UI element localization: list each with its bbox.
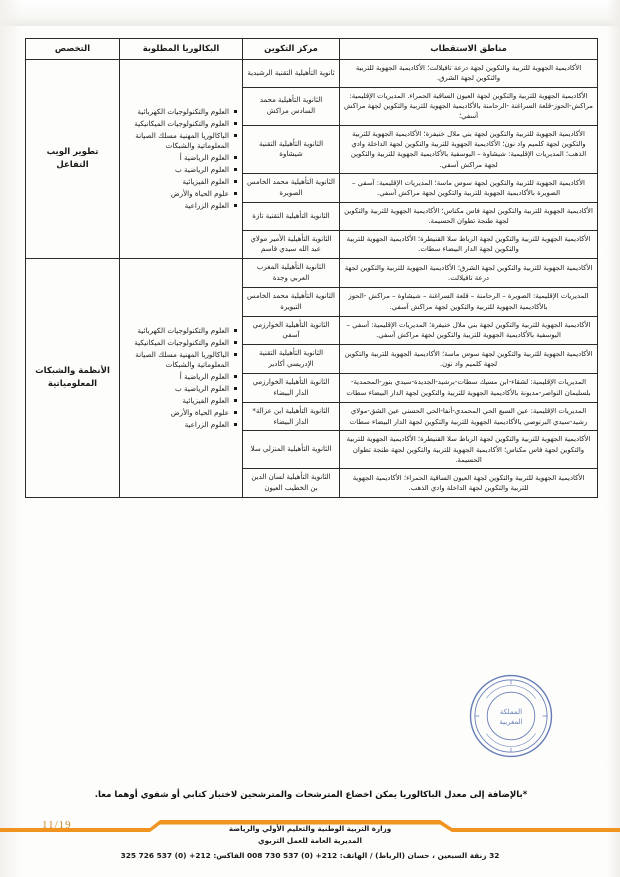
cell-specialization: الأنظمة والشبكات المعلومياتية [26,259,120,498]
bac-option-item: العلوم والتكنولوجيات الميكانيكية [124,119,238,129]
bac-option-item: العلوم الرياضية أ [124,153,238,163]
cell-formation-center: الثانوية التأهيلية التقنية الإدريسي أكادير [243,345,340,374]
cell-formation-center: الثانوية التأهيلية محمد السادس مراكش [243,87,340,125]
cell-formation-center: الثانوية التأهيلية التقنية شيشاوة [243,125,340,173]
cell-zones: المديريات الإقليمية: الصويرة – الرحامنة – قلعة السراغنة – شيشاوة – مراكش -الحوز بالأكاديمية الجهوية للتربية والتكوين لجهة مراكش آسفي. [340,287,598,316]
bac-option-item: العلوم الرياضية ب [124,165,238,175]
footnote: *بالإضافة إلى معدل الباكالوريا يمكن اخضاع المترشحات والمترشحين لاختبار كتابي أو شفوي أوهما معا. [94,790,528,800]
bac-option-item: العلوم الفيزيائية [124,177,238,187]
table-body [26,59,598,497]
scan-edge-top [0,0,620,26]
table-row [26,259,598,288]
cell-zones: الأكاديمية الجهوية للتربية والتكوين لجهة بني ملال خنيفرة؛ المديريات الإقليمية: آسفي – اليوسفية بالأكاديمية الجهوية للتربية والتكوين لجهة مراكش آسفي. [340,316,598,345]
header-zones: مناطق الاستقطاب [340,39,598,60]
bac-option-item: العلوم والتكنولوجيات الميكانيكية [124,338,238,348]
bac-option-item: علوم الحياة والأرض [124,408,238,418]
cell-zones: الأكاديمية الجهوية للتربية والتكوين لجهة الرباط سلا القنيطرة؛ الأكاديمية الجهوية للتربية والتكوين لجهة فاس مكناس؛ الأكاديمية الجهوية للتربية والتكوين لجهة طنجة تطوان الحسيمة. [340,431,598,469]
cell-zones: الأكاديمية الجهوية للتربية والتكوين لجهة سوس ماسة؛ المديريات الإقليمية: آسفي – الصويرة بالأكاديمية الجهوية للتربية والتكوين لجهة مراكش آسفي. [340,174,598,203]
cell-zones: المديريات الإقليمية: عين السبع الحي المحمدي-أنفا-الحي الحسني عين الشق-مولاي رشيد-سيدي البرنوصي بالأكاديمية الجهوية للتربية والتكوين لجهة الدار البيضاء سطات [340,402,598,431]
header-spec: التخصص [26,39,120,60]
header-bac: البكالوريا المطلوبة [120,39,243,60]
cell-zones: الأكاديمية الجهوية للتربية والتكوين لجهة الرباط سلا القنيطرة؛ الأكاديمية الجهوية للتربية والتكوين لجهة الدار البيضاء سطات. [340,230,598,259]
bac-option-item: العلوم الزراعية [124,420,238,430]
cell-zones: الأكاديمية الجهوية للتربية والتكوين لجهة العيون الساقية الحمراء؛ الأكاديمية الجهوية للتربية والتكوين لجهة الداخلة وادي الذهب. [340,469,598,498]
cell-formation-center: الثانوية التأهيلية الخوارزمي الدار البيضاء [243,374,340,403]
cell-zones: الأكاديمية الجهوية للتربية والتكوين لجهة فاس مكناس؛ الأكاديمية الجهوية للتربية والتكوين لجهة طنجة تطوان الحسيمة. [340,202,598,230]
official-stamp-icon [465,672,557,760]
cell-zones: الأكاديمية الجهوية للتربية والتكوين لجهة بني ملال خنيفرة؛ الأكاديمية الجهوية للتربية والتكوين لجهة كلميم واد نون؛ الأكاديمية الجهوية للتربية والتكوين لجهة الداخلة وادي الذهب؛ المديريات الإقليمية: شيشاوة – اليوسفية بالأكاديمية الجهوية للتربية والتكوين لجهة مراكش آسفي. [340,125,598,173]
cell-formation-center: الثانوية التأهيلية محمد الخامس الصويرة [243,174,340,203]
bac-options-list [124,107,238,212]
bac-option-item: العلوم والتكنولوجيات الكهربائية [124,326,238,336]
cell-formation-center: الثانوية التأهيلية التقنية تازة [243,202,340,230]
cell-zones: المديريات الإقليمية: لشقاء-ابن مسيك سطات-برشيد-الجديدة-سيدي بنور-المحمدية-بلسليمان النواصر-مديونة بالأكاديمية الجهوية للتربية والتكوين لجهة الدار البيضاء سطات [340,374,598,403]
page-number: 11/19 [42,819,72,831]
cell-formation-center: الثانوية التأهيلية الأمير مولاي عبد الله سيدي قاسم [243,230,340,259]
scan-edge-right [606,0,620,877]
cell-zones: الأكاديمية الجهوية للتربية والتكوين لجهة سوس ماسة؛ الأكاديمية الجهوية للتربية والتكوين لجهة كلميم واد نون. [340,345,598,374]
table-row [26,59,598,87]
cell-formation-center: الثانوية التأهيلية لسان الدين بن الخطيب العيون [243,469,340,498]
bac-option-item: العلوم والتكنولوجيات الكهربائية [124,107,238,117]
cell-bac-options [120,259,243,498]
bac-option-item: علوم الحياة والأرض [124,189,238,199]
cell-formation-center: الثانوية التأهيلية الخوارزمي آسفي [243,316,340,345]
admissions-table [25,38,598,498]
cell-formation-center: ثانوية التأهيلية التقنية الرشيدية [243,59,340,87]
cell-bac-options [120,59,243,258]
footer [0,824,620,860]
cell-zones: الأكاديمية الجهوية للتربية والتكوين لجهة الشرق؛ الأكاديمية الجهوية للتربية والتكوين لجهة درعة تافيلالت. [340,259,598,288]
cell-formation-center: الثانوية التأهيلية محمد الخامس التبويرة [243,287,340,316]
stamp-line-1: المملكة [499,707,523,717]
cell-formation-center: الثانوية التأهيلية المنزلي سلا [243,431,340,469]
cell-formation-center: الثانوية التأهيلية المغرب العربي وجدة [243,259,340,288]
bac-option-item: الباكالوريا المهنية مسلك الصيانة المعلوماتية والشبكات [124,350,238,371]
footer-ministry: وزارة التربية الوطنية والتعليم الأولي والرياضة [228,824,392,833]
stamp-line-2: المغربية [499,716,523,726]
scan-edge-left [0,0,22,877]
footer-address: 32 زنقة السبعين ، حسان (الرباط) / الهاتف: 212+ (0) 537 730 008 الفاكس: 212+ (0) 537 726 325 [120,851,500,860]
table-header-row [26,39,598,60]
bac-option-item: العلوم الزراعية [124,201,238,211]
footer-directorate: المديرية العامة للعمل التربوي [258,836,362,845]
bac-option-item: العلوم الرياضية أ [124,372,238,382]
bac-option-item: الباكالوريا المهنية مسلك الصيانة المعلوماتية والشبكات [124,131,238,152]
cell-zones: الأكاديمية الجهوية للتربية والتكوين لجهة درعة تافيلالت؛ الأكاديمية الجهوية للتربية والتكوين لجهة الشرق. [340,59,598,87]
bac-option-item: العلوم الفيزيائية [124,396,238,406]
cell-formation-center: الثانوية التأهيلية ابن عزالة* الدار البيضاء [243,402,340,431]
cell-zones: الأكاديمية الجهوية للتربية والتكوين لجهة العيون الساقية الحمراء. المديريات الإقليمية: مراكش-الحوز-قلعة السراغنة -الرحامنة بالأكاديمية الجهوية للتربية والتكوين لجهة مراكش آسفي؛ [340,87,598,125]
bac-options-list [124,326,238,431]
header-center: مركز التكوين [243,39,340,60]
bac-option-item: العلوم الرياضية ب [124,384,238,394]
cell-specialization: تطوير الويب التفاعل [26,59,120,258]
